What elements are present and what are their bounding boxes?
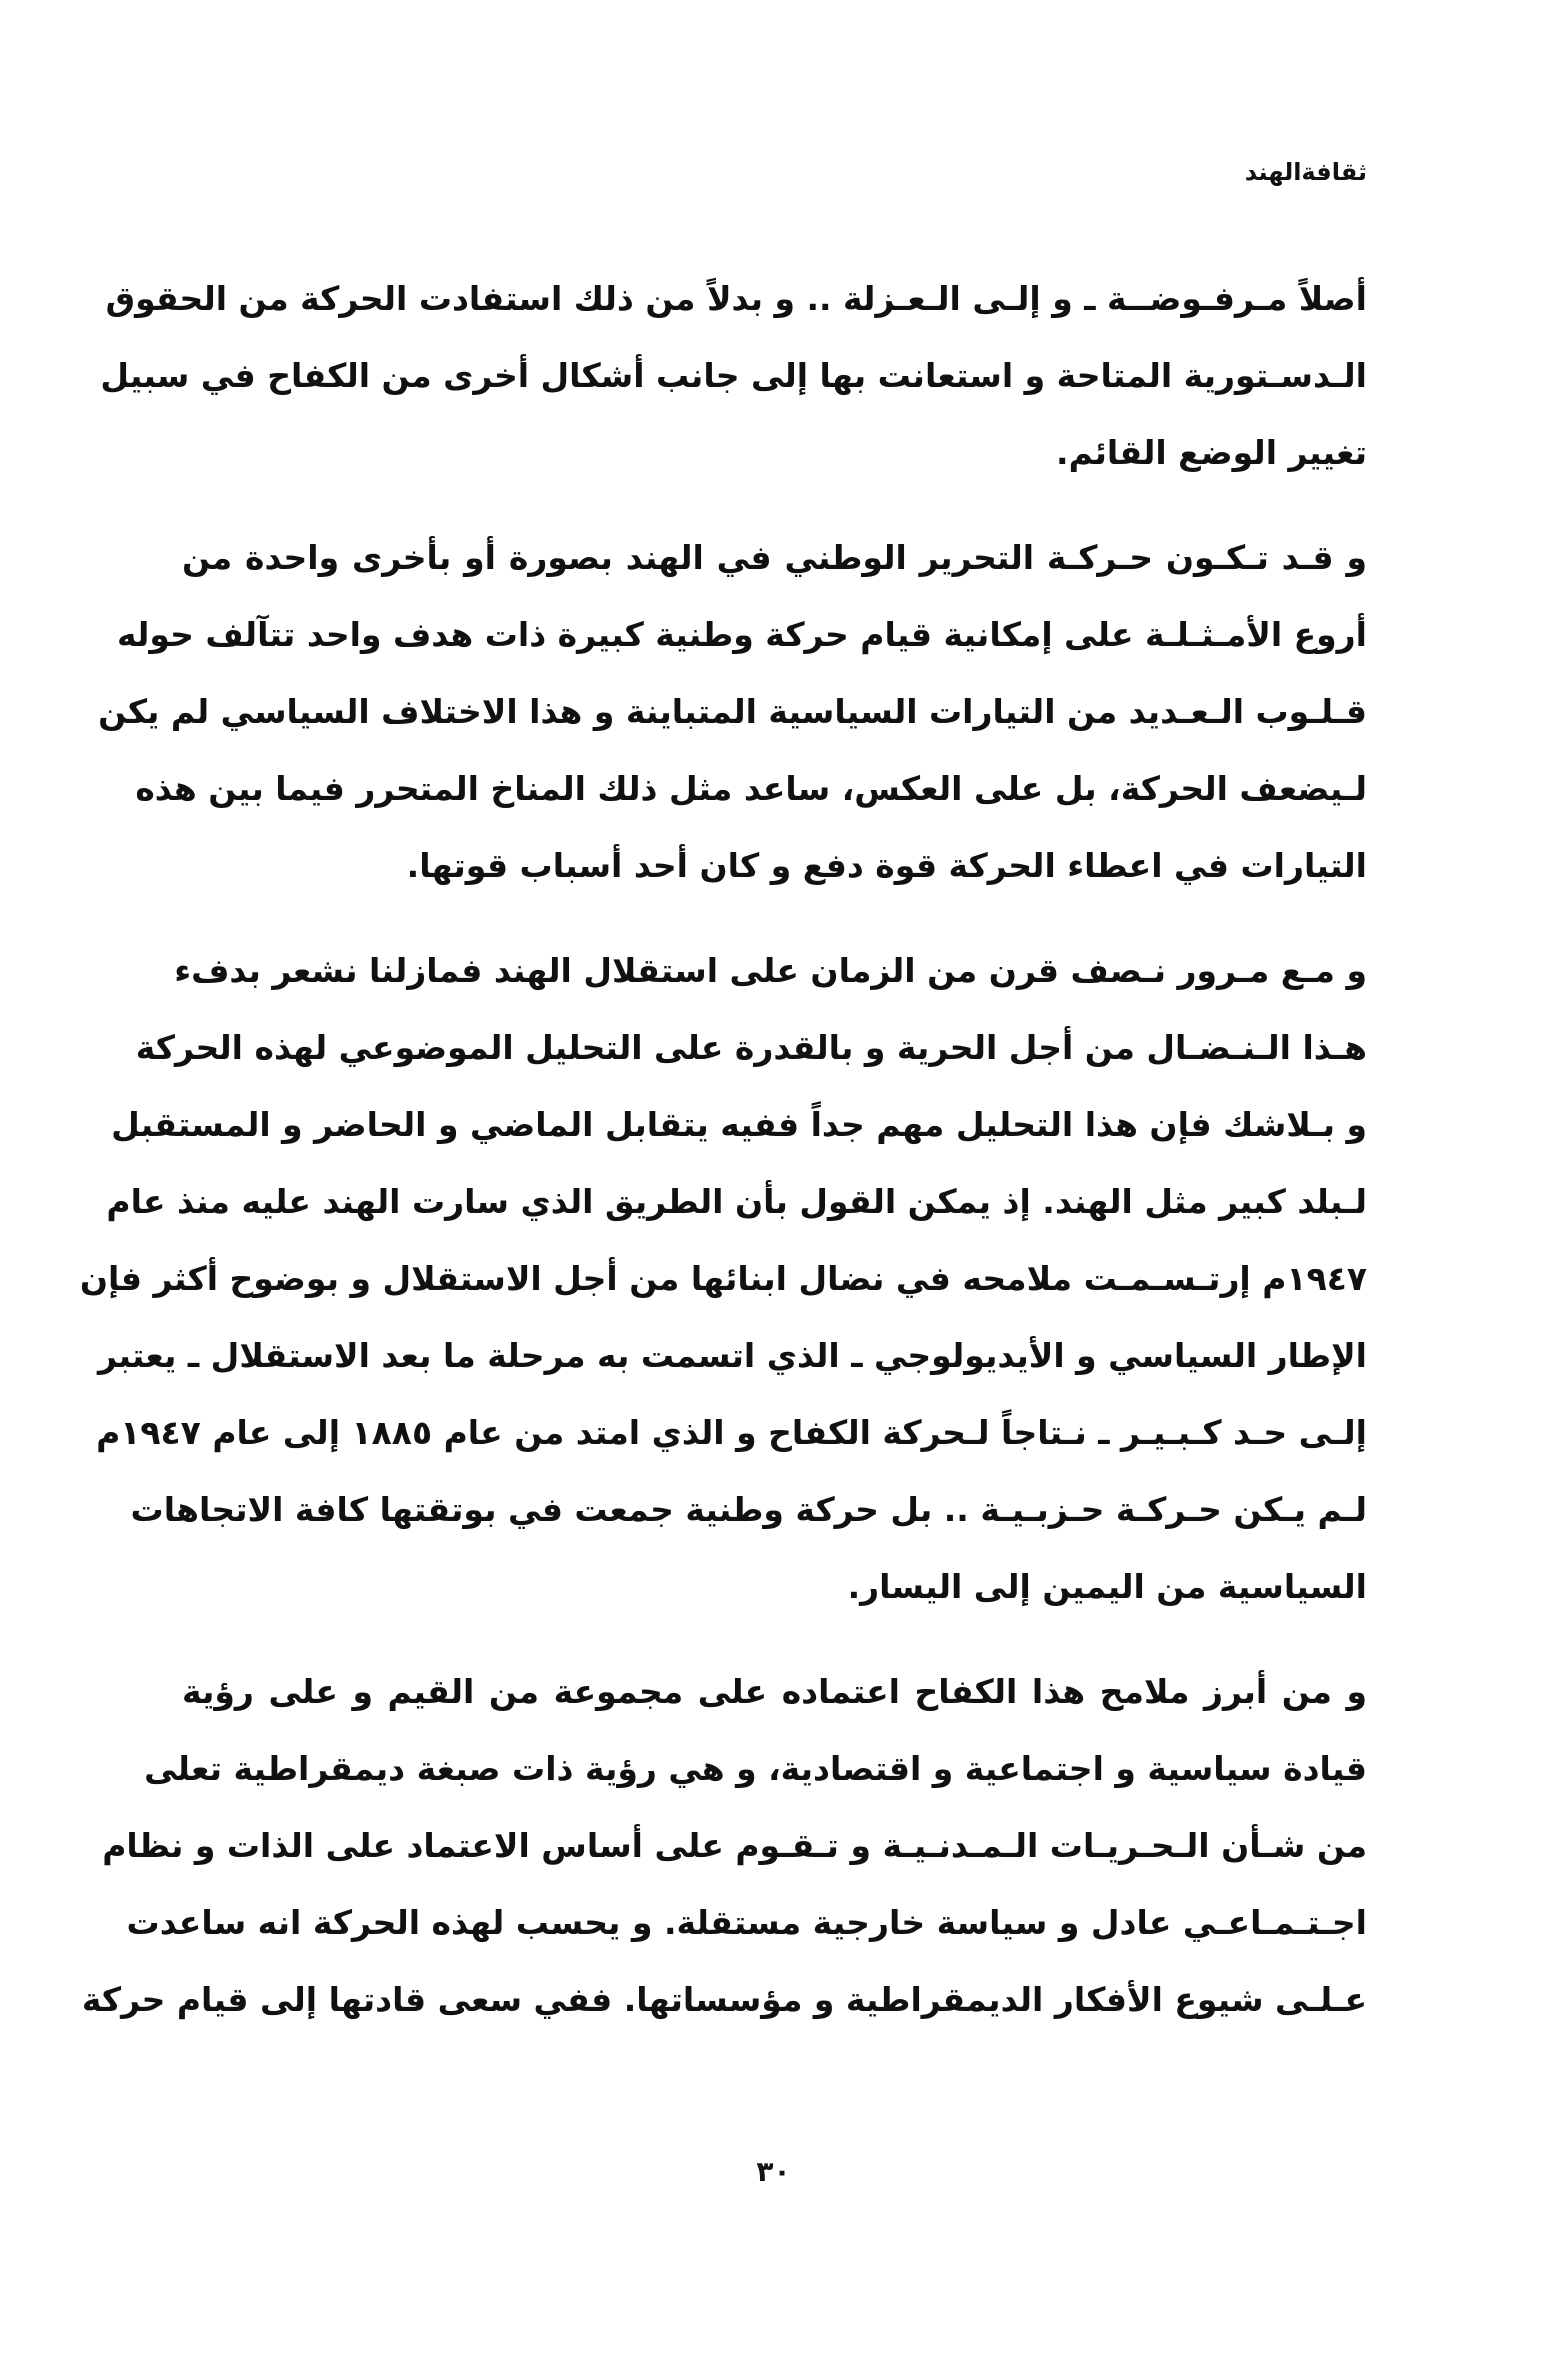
text-line: لـبلد كبير مثل الهند. إذ يمكن القول بأن الطريق الذي سارت الهند عليه منذ عام xyxy=(106,1182,1367,1221)
text-line: أصلاً مـرفـوضــة ـ و إلـى الـعـزلة .. و بدلاً من ذلك استفادت الحركة من الحقوق xyxy=(105,279,1367,318)
paragraph xyxy=(81,1653,1367,2038)
text-line: لـم يـكن حـركـة حـزبـيـة .. بل حركة وطنية جمعت في بوتقتها كافة الاتجاهات xyxy=(130,1490,1367,1529)
text-line: و قـد تـكـون حـركـة التحرير الوطني في الهند بصورة أو بأخرى واحدة من xyxy=(182,538,1367,577)
text-line: الـدسـتورية المتاحة و استعانت بها إلى جانب أشكال أخرى من الكفاح في سبيل xyxy=(100,356,1367,395)
text-line: عـلـى شيوع الأفكار الديمقراطية و مؤسساتها. ففي سعى قادتها إلى قيام حركة xyxy=(81,1980,1367,2019)
text-line: من شـأن الـحـريـات الـمـدنـيـة و تـقـوم على أساس الاعتماد على الذات و نظام xyxy=(102,1826,1367,1865)
page-number: ٣٠ xyxy=(756,2155,791,2188)
text-line: و مـع مـرور نـصف قرن من الزمان على استقلال الهند فمازلنا نشعر بدفء xyxy=(174,951,1367,990)
text-line: أروع الأمـثـلـة على إمكانية قيام حركة وطنية كبيرة ذات هدف واحد تتآلف حوله xyxy=(117,615,1367,654)
text-line: الإطار السياسي و الأيديولوجي ـ الذي اتسمت به مرحلة ما بعد الاستقلال ـ يعتبر xyxy=(97,1336,1367,1375)
text-line: هـذا الـنـضـال من أجل الحرية و بالقدرة على التحليل الموضوعي لهذه الحركة xyxy=(135,1028,1367,1067)
text-line: ١٩٤٧م إرتـسـمـت ملامحه في نضال ابنائها من أجل الاستقلال و بوضوح أكثر فإن xyxy=(79,1259,1367,1298)
running-header: ثقافةالهند xyxy=(1244,158,1367,186)
body-text xyxy=(79,260,1367,2038)
paragraph xyxy=(79,932,1367,1625)
text-line: التيارات في اعطاء الحركة قوة دفع و كان أحد أسباب قوتها. xyxy=(406,846,1367,885)
text-line: قـلـوب الـعـديد من التيارات السياسية المتباينة و هذا الاختلاف السياسي لم يكن xyxy=(98,692,1367,731)
text-line: اجـتـمـاعـي عادل و سياسة خارجية مستقلة. و يحسب لهذه الحركة انه ساعدت xyxy=(126,1903,1367,1942)
text-line: تغيير الوضع القائم. xyxy=(1056,433,1367,472)
text-line: السياسية من اليمين إلى اليسار. xyxy=(847,1567,1367,1606)
text-line: و بـلاشك فإن هذا التحليل مهم جداً ففيه يتقابل الماضي و الحاضر و المستقبل xyxy=(111,1105,1367,1144)
text-line: و من أبرز ملامح هذا الكفاح اعتماده على مجموعة من القيم و على رؤية xyxy=(182,1672,1367,1711)
paragraph xyxy=(98,519,1367,904)
text-line: قيادة سياسية و اجتماعية و اقتصادية، و هي رؤية ذات صبغة ديمقراطية تعلى xyxy=(144,1749,1367,1788)
text-line: إلـى حـد كـبـيـر ـ نـتاجاً لـحركة الكفاح و الذي امتد من عام ١٨٨٥ إلى عام ١٩٤٧م xyxy=(96,1413,1367,1452)
text-line: لـيضعف الحركة، بل على العكس، ساعد مثل ذلك المناخ المتحرر فيما بين هذه xyxy=(135,769,1367,808)
paragraph xyxy=(100,260,1367,491)
